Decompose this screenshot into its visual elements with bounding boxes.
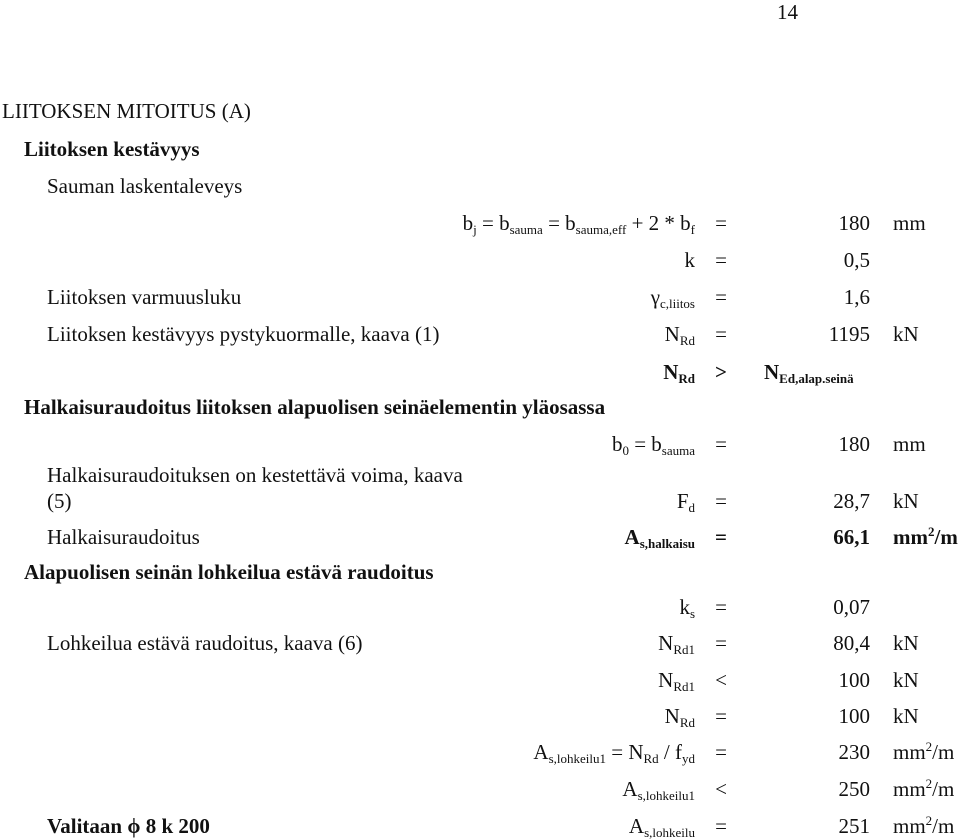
label-voima-line2: (5) <box>47 489 72 513</box>
label-halkaisu: Halkaisuraudoitus <box>47 525 200 549</box>
unit-bj: mm <box>893 211 926 235</box>
value-nrd: 100 <box>838 704 870 728</box>
unit-nrd: kN <box>893 704 919 728</box>
formula-bj: $b_j = b_{sauma} = b_{sauma,eff} + 2 * b_f$ <box>462 211 695 237</box>
symbol-nrd1: $N_{Rd1}$ <box>658 668 695 694</box>
page-number: 14 <box>777 0 798 24</box>
symbol-nrd: $N_{Rd}$ <box>664 322 695 348</box>
symbol-ks: $k_s$ <box>679 595 695 621</box>
label-valitaan: Valitaan ϕ 8 k 200 <box>47 814 210 838</box>
value-nrd1: 80,4 <box>833 631 870 655</box>
symbol-as-lohkeilu: $A_{s,lohkeilu}$ <box>628 814 695 840</box>
label-kestavyys: Liitoksen kestävyys pystykuormalle, kaava (1) <box>47 322 440 346</box>
unit-kestavyys: kN <box>893 322 919 346</box>
unit-nrd1-limit: kN <box>893 668 919 692</box>
section-heading-lohkeilu: Alapuolisen seinän lohkeilua estävä raudoitus <box>24 560 434 584</box>
unit-nrd1: kN <box>893 631 919 655</box>
subheading-sauman-laskentaleveys: Sauman laskentaleveys <box>47 174 243 198</box>
equals-sign: = <box>715 285 727 309</box>
unit-b0: mm <box>893 432 926 456</box>
symbol-nrd: $N_{Rd}$ <box>664 704 695 730</box>
value-nrd1-limit: 100 <box>838 668 870 692</box>
phi-symbol: ϕ <box>127 814 141 838</box>
compare-operator: > <box>715 360 727 384</box>
equals-sign: = <box>715 595 727 619</box>
unit-as-limit: $mm^2/m$ <box>893 776 955 801</box>
unit-fd: kN <box>893 489 919 513</box>
value-as-lohkeilu1: 230 <box>838 740 870 764</box>
value-b0: 180 <box>838 432 870 456</box>
value-varmuusluku: 1,6 <box>843 285 870 309</box>
value-k: 0,5 <box>843 248 870 272</box>
equals-sign: = <box>715 525 727 549</box>
symbol-as-lohkeilu1: $A_{s,lohkeilu1}$ <box>622 777 695 803</box>
unit-halkaisu: $mm^2/m$ <box>893 524 958 549</box>
unit-valitaan: $mm^2/m$ <box>893 813 955 838</box>
symbol-fd: $F_d$ <box>676 489 695 515</box>
value-fd: 28,7 <box>833 489 870 513</box>
label-varmuusluku: Liitoksen varmuusluku <box>47 285 242 309</box>
equals-sign: = <box>715 631 727 655</box>
less-than-sign: < <box>715 668 727 692</box>
equals-sign: = <box>715 248 727 272</box>
equals-sign: = <box>715 322 727 346</box>
value-valitaan: 251 <box>838 814 870 838</box>
symbol-ned: $N_{Ed,alap.seinä}$ <box>764 360 854 386</box>
unit-as-lohkeilu1: $mm^2/m$ <box>893 739 955 764</box>
symbol-as-halkaisu: $A_{s,halkaisu}$ <box>624 525 695 551</box>
equals-sign: = <box>715 704 727 728</box>
equals-sign: = <box>715 432 727 456</box>
equals-sign: = <box>715 740 727 764</box>
value-kestavyys: 1195 <box>828 322 870 346</box>
value-ks: 0,07 <box>833 595 870 619</box>
equals-sign: = <box>715 814 727 838</box>
symbol-nrd1: $N_{Rd1}$ <box>658 631 695 657</box>
formula-b0: $b_0 = b_{sauma}$ <box>611 432 695 458</box>
section-heading-liitoksen-kestavyys: Liitoksen kestävyys <box>24 137 200 161</box>
equals-sign: = <box>715 489 727 513</box>
value-as-limit: 250 <box>838 777 870 801</box>
symbol-k: k <box>684 248 695 272</box>
equals-sign: = <box>715 211 727 235</box>
value-halkaisu: 66,1 <box>833 525 870 549</box>
label-lohkeilu: Lohkeilua estävä raudoitus, kaava (6) <box>47 631 363 655</box>
less-than-sign: < <box>715 777 727 801</box>
label-voima-line1: Halkaisuraudoituksen on kestettävä voima, kaava <box>47 463 463 487</box>
formula-as-lohkeilu1: $A_{s,lohkeilu1} = N_{Rd} / f_{yd}$ <box>533 740 695 766</box>
value-bj: 180 <box>838 211 870 235</box>
symbol-gamma: $\gamma_{c,liitos}$ <box>650 285 695 311</box>
page-title: LIITOKSEN MITOITUS (A) <box>2 99 251 123</box>
section-heading-halkaisuraudoitus: Halkaisuraudoitus liitoksen alapuolisen seinäelementin yläosassa <box>24 395 606 419</box>
symbol-nrd-bold: $N_{Rd}$ <box>663 360 695 386</box>
